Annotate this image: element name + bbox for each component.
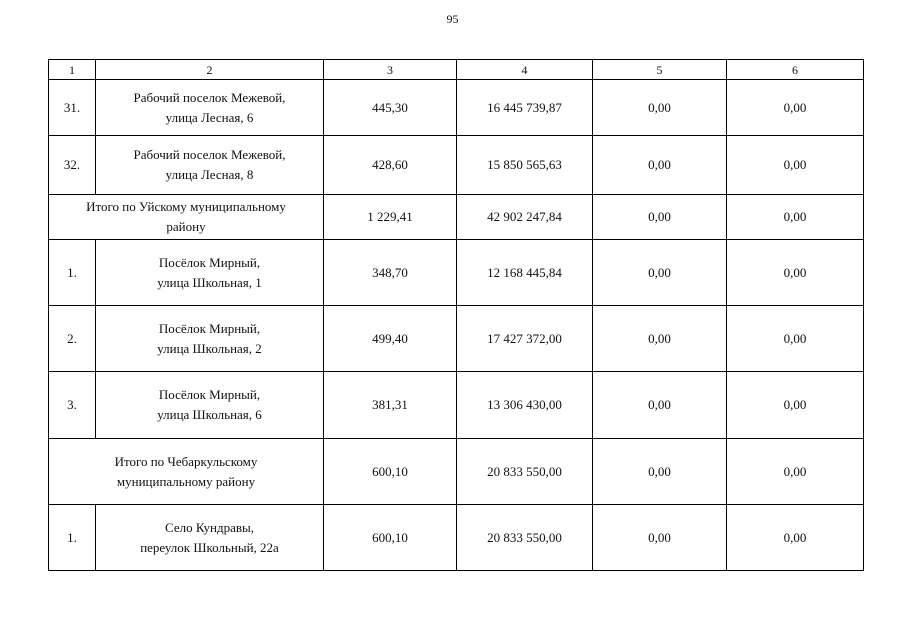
value-cell-6: 0,00: [727, 372, 864, 439]
total-label-cell: [49, 439, 324, 505]
table-total-row: [49, 195, 864, 240]
address-line: улица Лесная, 6: [165, 109, 254, 125]
area-cell: 600,10: [324, 439, 457, 505]
area-cell: 381,31: [324, 372, 457, 439]
total-label-cell: [49, 195, 324, 240]
address-cell: [96, 372, 324, 439]
amount-cell: 20 833 550,00: [457, 505, 593, 571]
amount-cell: 16 445 739,87: [457, 80, 593, 136]
address-cell: [96, 240, 324, 306]
address-line: улица Школьная, 2: [157, 340, 262, 356]
address-line: Рабочий поселок Межевой,: [133, 147, 286, 162]
row-number-cell: 1.: [49, 240, 96, 306]
value-cell-6: 0,00: [727, 505, 864, 571]
value-cell-5: 0,00: [593, 439, 727, 505]
area-cell: 348,70: [324, 240, 457, 306]
data-table: [48, 59, 864, 571]
area-cell: 1 229,41: [324, 195, 457, 240]
table-row: [49, 240, 864, 306]
total-label-line: району: [166, 219, 206, 234]
value-cell-6: 0,00: [727, 240, 864, 306]
address-cell: [96, 80, 324, 136]
row-number-cell: 2.: [49, 306, 96, 372]
amount-cell: 17 427 372,00: [457, 306, 593, 372]
page-number: 95: [446, 12, 459, 26]
amount-cell: 20 833 550,00: [457, 439, 593, 505]
address-line: улица Школьная, 6: [157, 407, 262, 422]
value-cell-5: 0,00: [593, 505, 727, 571]
value-cell-5: 0,00: [593, 195, 727, 240]
value-cell-5: 0,00: [593, 306, 727, 372]
column-header-5: 5: [593, 60, 727, 80]
address-line: Посёлок Мирный,: [158, 254, 261, 270]
column-header-3: 3: [324, 60, 457, 80]
area-cell: 600,10: [324, 505, 457, 571]
table-row: [49, 306, 864, 372]
address-line: улица Лесная, 8: [165, 167, 254, 182]
table-row: [49, 136, 864, 195]
area-cell: 445,30: [324, 80, 457, 136]
table-row: [49, 505, 864, 571]
table-row: [49, 80, 864, 136]
value-cell-6: 0,00: [727, 439, 864, 505]
value-cell-6: 0,00: [727, 136, 864, 195]
address-line: Посёлок Мирный,: [158, 320, 261, 336]
table-total-row: [49, 439, 864, 505]
row-number-cell: 32.: [49, 136, 96, 195]
row-number-cell: 1.: [49, 505, 96, 571]
value-cell-5: 0,00: [593, 240, 727, 306]
value-cell-6: 0,00: [727, 80, 864, 136]
value-cell-6: 0,00: [727, 195, 864, 240]
row-number-cell: 3.: [49, 372, 96, 439]
value-cell-5: 0,00: [593, 372, 727, 439]
total-label-line: муниципальному району: [116, 473, 256, 489]
address-line: Село Кундравы,: [165, 519, 254, 535]
row-number-cell: 31.: [49, 80, 96, 136]
value-cell-5: 0,00: [593, 80, 727, 136]
amount-cell: 12 168 445,84: [457, 240, 593, 306]
amount-cell: 13 306 430,00: [457, 372, 593, 439]
area-cell: 499,40: [324, 306, 457, 372]
area-cell: 428,60: [324, 136, 457, 195]
table-header-row: [49, 60, 864, 80]
total-label-line: Итого по Чебаркульскому: [114, 453, 258, 469]
value-cell-5: 0,00: [593, 136, 727, 195]
amount-cell: 15 850 565,63: [457, 136, 593, 195]
address-cell: [96, 136, 324, 195]
column-header-4: 4: [457, 60, 593, 80]
column-header-2: 2: [96, 60, 324, 80]
amount-cell: 42 902 247,84: [457, 195, 593, 240]
address-line: улица Школьная, 1: [157, 274, 262, 290]
address-line: Посёлок Мирный,: [158, 387, 261, 402]
table-row: [49, 372, 864, 439]
column-header-6: 6: [727, 60, 864, 80]
total-label-line: Итого по Уйскому муниципальному: [86, 199, 286, 214]
column-header-1: 1: [49, 60, 96, 80]
address-cell: [96, 306, 324, 372]
address-cell: [96, 505, 324, 571]
value-cell-6: 0,00: [727, 306, 864, 372]
address-line: Рабочий поселок Межевой,: [133, 89, 286, 105]
address-line: переулок Школьный, 22а: [140, 539, 279, 555]
